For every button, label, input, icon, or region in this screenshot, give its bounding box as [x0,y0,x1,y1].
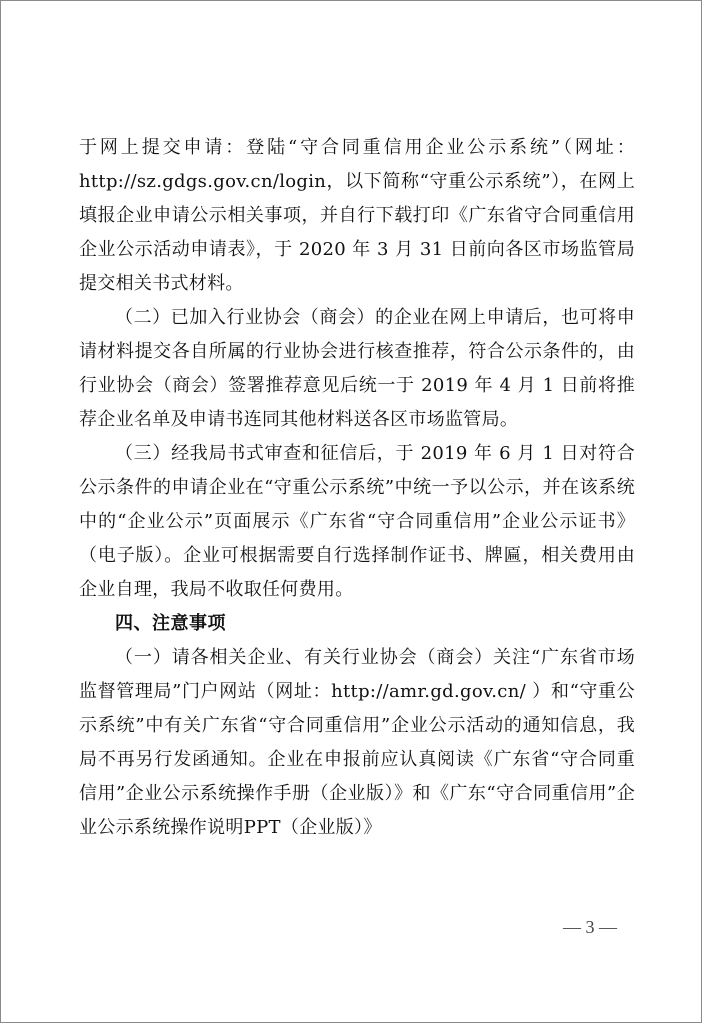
section-heading: 四、注意事项 [115,613,226,634]
paragraph-item-2: （二）已加入行业协会（商会）的企业在网上申请后，也可将申请材料提交各自所属的行业协会进行核查推荐，符合公示条件的，由行业协会（商会）签署推荐意见后统一于 2019 年 4 月 1 日前将推荐企业名单及申请书连同其他材料送各区市场监管局。 [79,307,635,430]
paragraph-notice-1: （一）请各相关企业、有关行业协会（商会）关注“广东省市场监督管理局”门户网站（网址：http://amr.gd.gov.cn/ ）和“守重公示系统”中有关广东省“守合同重信用”企业公示活动的通知信息，我局不再另行发函通知。企业在申报前应认真阅读《广东省“守合同重信用”企业公示系统操作手册（企业版）》和《广东“守合同重信用”企业公示系统操作说明PPT（企业版）》 [79,647,635,838]
paragraph-continuation: 于网上提交申请：登陆“守合同重信用企业公示系统”（网址：http://sz.gdgs.gov.cn/login，以下简称“守重公示系统”），在网上填报企业申请公示相关事项，并自行下载打印《广东省守合同重信用企业公示活动申请表》，于 2020 年 3 月 31 日前向各区市场监管局提交相关书式材料。 [79,137,635,294]
document-body [79,131,635,845]
paragraph-item-3: （三）经我局书式审查和征信后，于 2019 年 6 月 1 日对符合公示条件的申请企业在“守重公示系统”中统一予以公示，并在该系统中的“企业公示”页面展示《广东省“守合同重信用”企业公示证书》（电子版）。企业可根据需要自行选择制作证书、牌匾，相关费用由企业自理，我局不收取任何费用。 [79,443,635,600]
page-number: — 3 — [563,917,617,937]
